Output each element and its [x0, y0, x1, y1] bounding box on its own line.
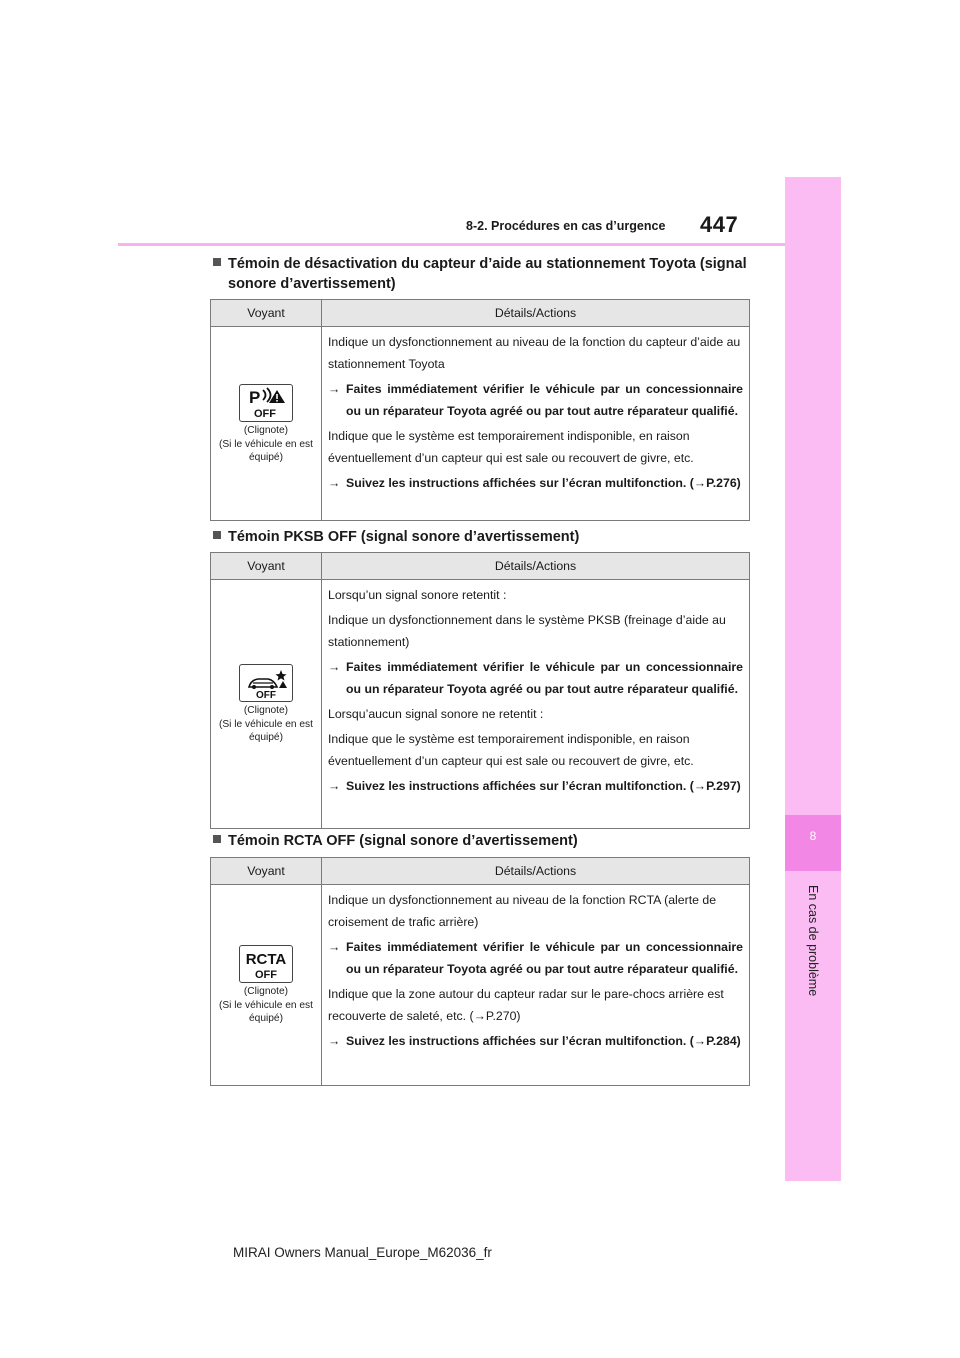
square-bullet-icon: [213, 835, 221, 843]
icon-caption-equipped: (Si le véhicule en est équipé): [218, 1000, 313, 1024]
pksb-off-icon: [239, 664, 293, 702]
details-cell: [322, 580, 750, 829]
icon-caption-equipped: (Si le véhicule en est équipé): [218, 719, 313, 743]
arrow-icon: →: [328, 1034, 341, 1048]
detail-text: Indique un dysfonctionnement au niveau de la fonction RCTA (alerte de croisement de trafic arrière): [328, 893, 717, 929]
square-bullet-icon: [213, 258, 221, 266]
detail-text: Indique que le système est temporairement indisponible, en raison éventuellement d’un capteur qui est sale ou recouvert de givre, etc.: [328, 429, 694, 465]
section-heading-parking-sensor: Témoin de désactivation du capteur d’aide au stationnement Toyota (signal sonore d’avertissement): [213, 254, 747, 294]
square-bullet-icon: [213, 531, 221, 539]
icon-caption-blink: (Clignote): [243, 986, 289, 997]
column-header-details: Détails/Actions: [322, 858, 750, 885]
chapter-number-tab: [785, 815, 841, 871]
arrow-icon: →: [328, 779, 341, 793]
action-item: → Faites immédiatement vérifier le véhicule par un concessionnaire ou un réparateur Toyota agréé ou par tout autre réparateur qualifié.: [328, 936, 743, 980]
icon-cell: [211, 885, 322, 1086]
column-header-voyant: Voyant: [211, 300, 322, 327]
arrow-icon: →: [328, 476, 341, 490]
column-header-voyant: Voyant: [211, 858, 322, 885]
detail-text: Lorsqu’aucun signal sonore ne retentit :: [328, 707, 544, 721]
icon-caption-equipped: (Si le véhicule en est équipé): [218, 438, 313, 463]
warning-table-parking-sensor: [210, 299, 750, 521]
chapter-title-vertical: [806, 885, 820, 1005]
icon-p-letter: P: [249, 387, 261, 407]
warning-table-rcta: [210, 857, 750, 1086]
arrow-icon: →: [328, 940, 341, 954]
section-title: 8-2. Procédures en cas d’urgence: [466, 219, 666, 233]
footer-document-id: MIRAI Owners Manual_Europe_M62036_fr: [233, 1245, 492, 1260]
column-header-details: Détails/Actions: [322, 300, 750, 327]
arrow-icon: →: [328, 660, 341, 674]
column-header-details: Détails/Actions: [322, 553, 750, 580]
action-item: → Faites immédiatement vérifier le véhicule par un concessionnaire ou un réparateur Toyota agréé ou par tout autre réparateur qualifié.: [328, 378, 743, 422]
detail-text: Lorsqu’un signal sonore retentit :: [328, 588, 507, 602]
icon-caption-blink: (Clignote): [243, 424, 289, 436]
action-item: → Suivez les instructions affichées sur l’écran multifonction. (→P.276): [328, 472, 743, 494]
detail-text: Indique que le système est temporairement indisponible, en raison éventuellement d’un capteur qui est sale ou recouvert de givre, etc.: [328, 732, 694, 768]
icon-rcta-label: RCTA: [245, 951, 287, 968]
warning-table-pksb: [210, 552, 750, 829]
page-number: 447: [700, 212, 739, 237]
icon-off-label: OFF: [254, 407, 276, 420]
rcta-off-icon: [239, 945, 293, 983]
chapter-side-tab: [785, 177, 841, 1181]
details-cell: [322, 885, 750, 1086]
detail-text: Indique que la zone autour du capteur radar sur le pare-chocs arrière est recouverte de saleté, etc. (→P.270): [328, 987, 724, 1023]
icon-cell: [211, 327, 322, 521]
detail-text: Indique un dysfonctionnement au niveau de la fonction du capteur d’aide au stationnement Toyota: [328, 335, 741, 371]
icon-off-label: OFF: [255, 969, 277, 981]
icon-caption-blink: (Clignote): [243, 705, 289, 716]
section-heading-rcta: Témoin RCTA OFF (signal sonore d’avertissement): [213, 831, 578, 851]
icon-cell: [211, 580, 322, 829]
chapter-number: 8: [809, 829, 817, 843]
parking-sensor-off-icon: [239, 384, 293, 422]
details-cell: [322, 327, 750, 521]
action-item: → Faites immédiatement vérifier le véhicule par un concessionnaire ou un réparateur Toyota agréé ou par tout autre réparateur qualifié.: [328, 656, 743, 700]
arrow-icon: →: [328, 382, 341, 396]
chapter-title: En cas de problème: [806, 885, 820, 997]
column-header-voyant: Voyant: [211, 553, 322, 580]
action-item: → Suivez les instructions affichées sur l’écran multifonction. (→P.297): [328, 775, 743, 797]
section-heading-pksb: Témoin PKSB OFF (signal sonore d’avertissement): [213, 527, 579, 547]
header-divider: [118, 243, 785, 246]
action-item: → Suivez les instructions affichées sur l’écran multifonction. (→P.284): [328, 1030, 743, 1052]
detail-text: Indique un dysfonctionnement dans le système PKSB (freinage d’aide au stationnement): [328, 613, 726, 649]
icon-off-label: OFF: [256, 690, 276, 700]
